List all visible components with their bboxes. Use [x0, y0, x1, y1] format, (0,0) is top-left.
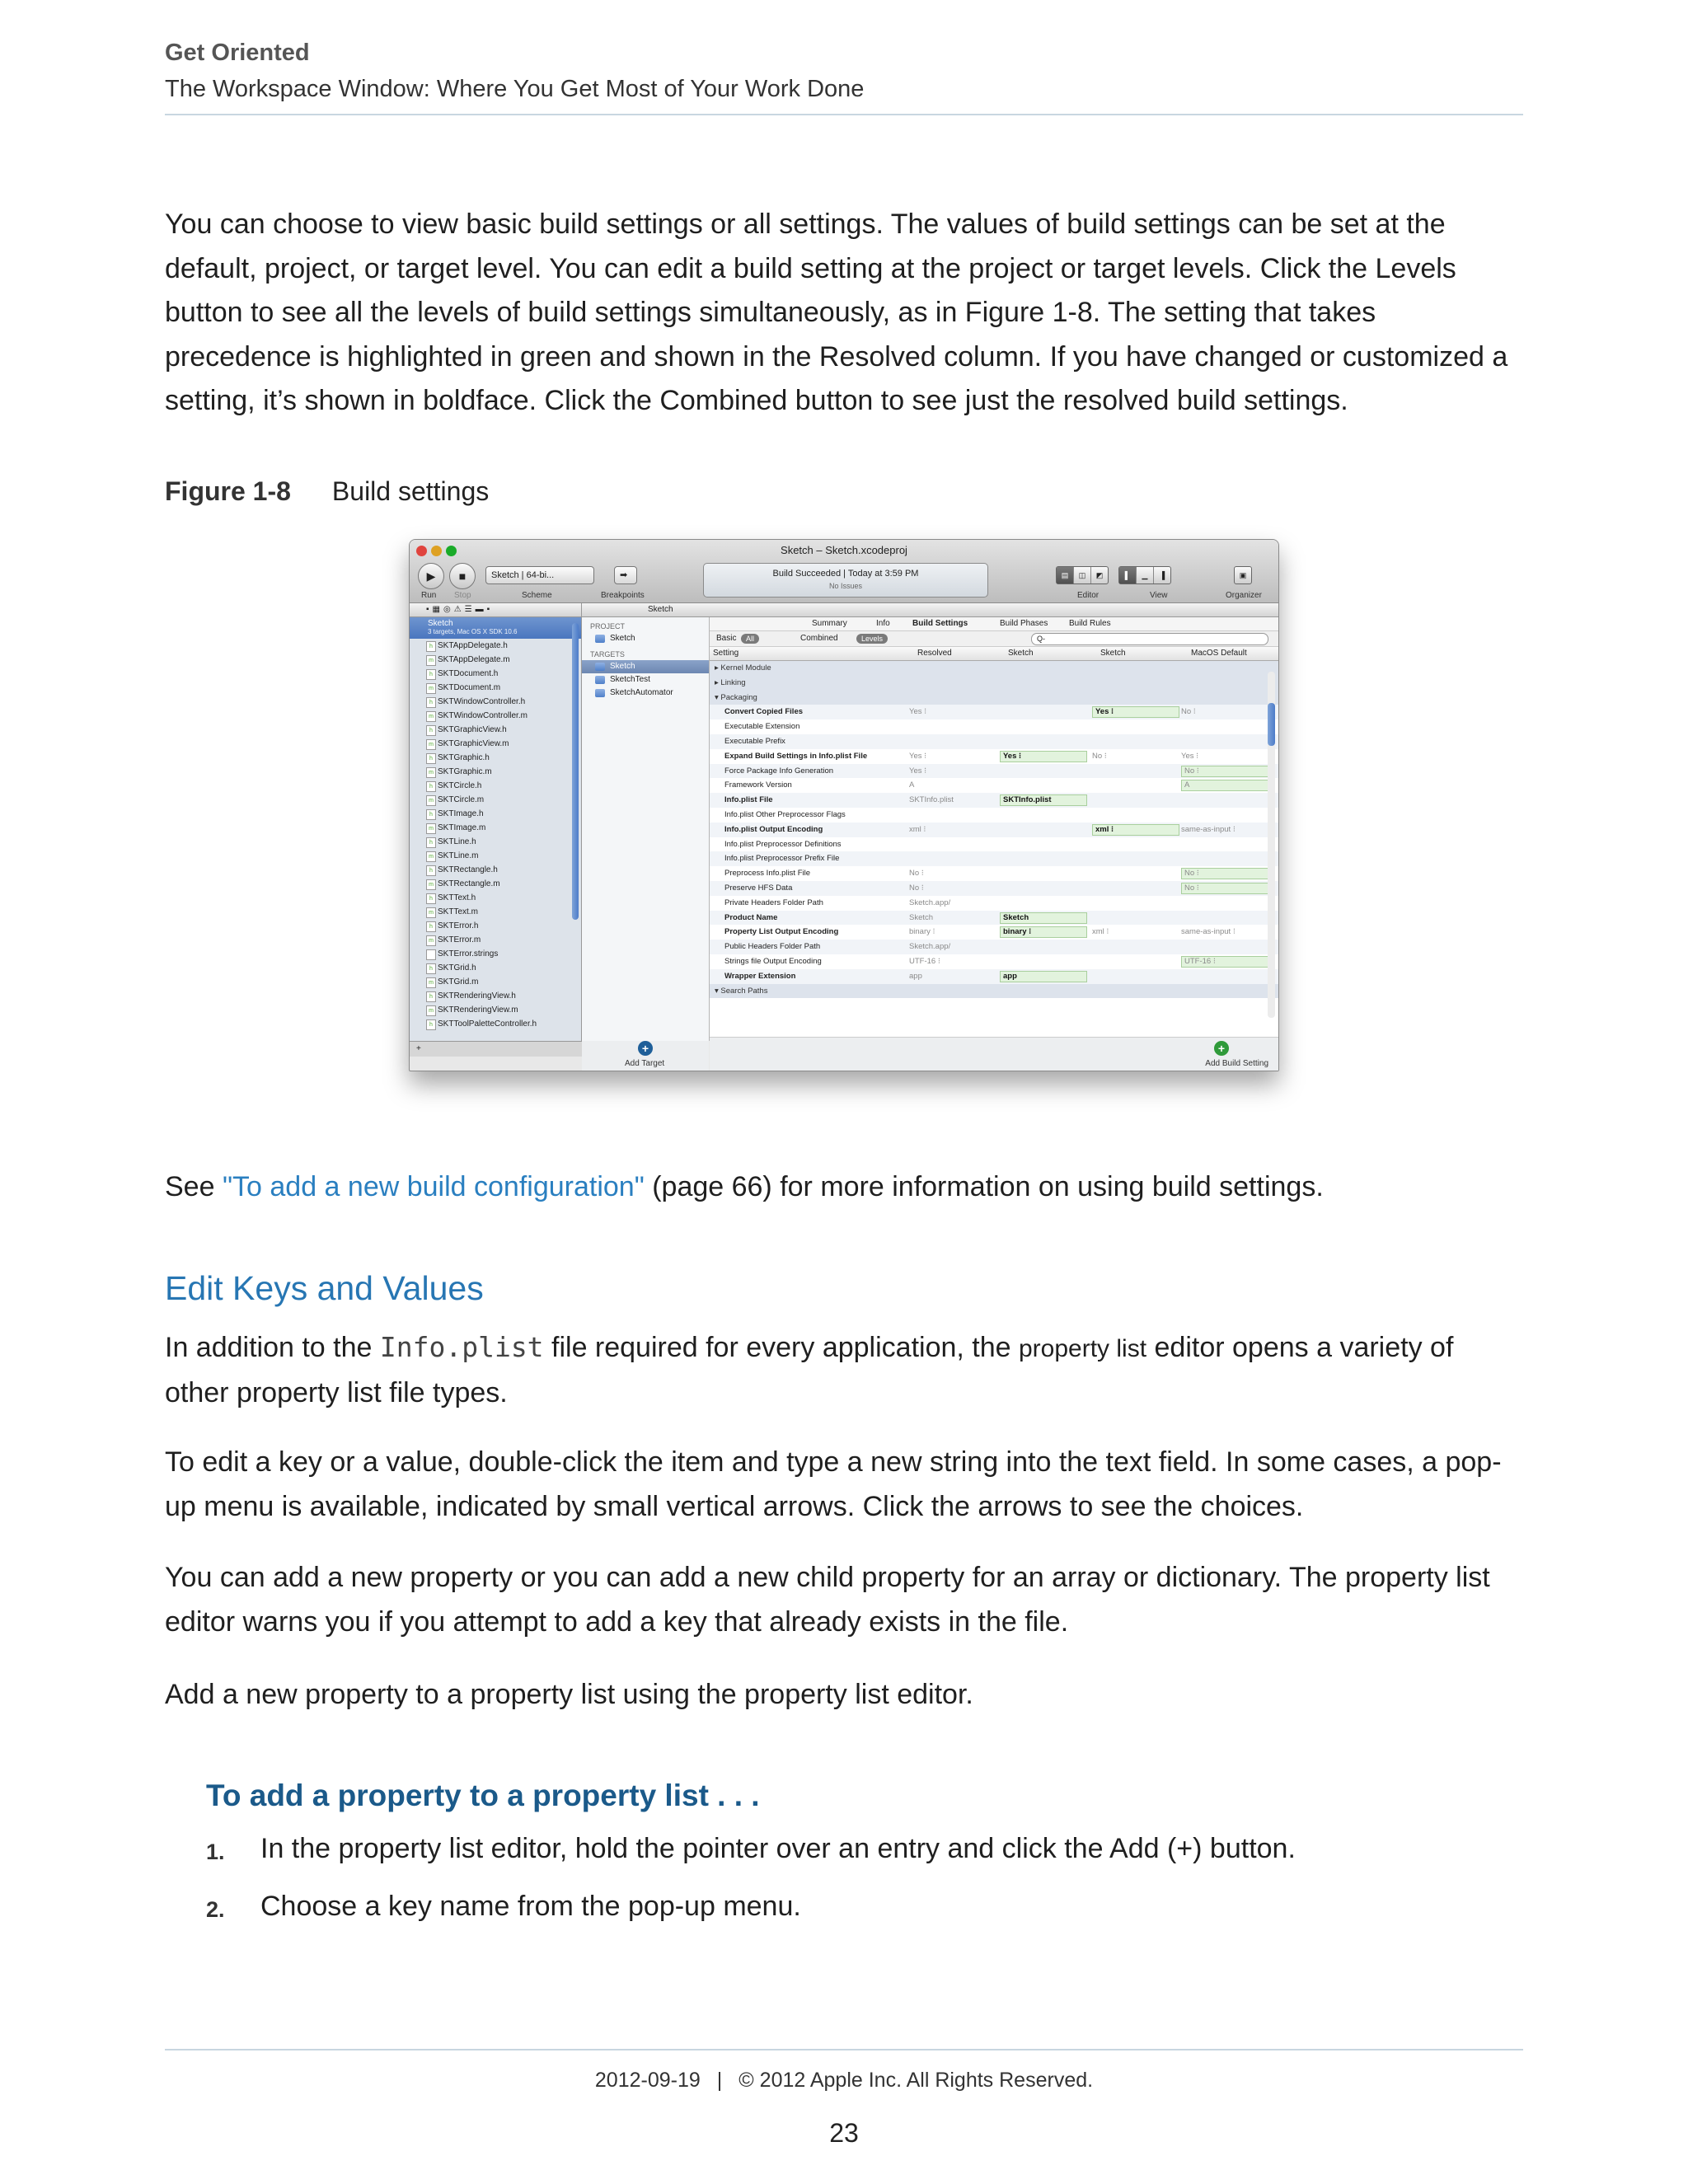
settings-row[interactable]: [710, 705, 1278, 719]
project-root-item[interactable]: [410, 617, 581, 639]
setting-name: Info.plist Preprocessor Prefix File: [724, 854, 840, 864]
navigator-file-item[interactable]: [410, 709, 581, 723]
header-file-icon: h: [426, 669, 436, 680]
file-name: SKTText.m: [438, 907, 478, 916]
jump-bar-project[interactable]: Sketch: [648, 605, 673, 614]
settings-row[interactable]: [710, 911, 1278, 926]
navigator-file-item[interactable]: [410, 667, 581, 681]
setting-name: Info.plist File: [724, 795, 773, 805]
all-filter-button[interactable]: All: [741, 634, 759, 644]
running-header-category: Get Oriented: [165, 40, 310, 66]
add-file-icon[interactable]: +: [416, 1044, 421, 1053]
project-value[interactable]: xml ⁝: [1092, 927, 1109, 937]
project-targets-summary: 3 targets, Mac OS X SDK 10.6: [428, 628, 518, 635]
settings-search-field[interactable]: Q-: [1031, 633, 1268, 645]
property-list-term: property list: [1019, 1335, 1147, 1362]
step-text: In the property list editor, hold the pointer over an entry and click the Add (+) button.: [260, 1833, 1296, 1864]
setting-name: Framework Version: [724, 780, 792, 790]
navigator-file-item[interactable]: [410, 695, 581, 709]
navigator-file-item[interactable]: [410, 723, 581, 737]
project-value[interactable]: xml ⁝: [1092, 824, 1179, 836]
file-name: SKTAppDelegate.m: [438, 655, 510, 664]
project-value[interactable]: No ⁝: [1092, 751, 1107, 761]
default-value[interactable]: No ⁝: [1181, 883, 1268, 894]
project-item[interactable]: Sketch: [582, 632, 709, 645]
target-value[interactable]: SKTInfo.plist: [1000, 794, 1087, 806]
organizer-label: Organizer: [1226, 591, 1262, 600]
default-value[interactable]: UTF-16 ⁝: [1181, 956, 1268, 968]
source-file-icon: m: [426, 683, 436, 694]
source-file-icon: m: [426, 711, 436, 722]
issues-status: No Issues: [828, 582, 863, 590]
resolved-value[interactable]: Sketch.app/: [909, 942, 951, 952]
run-button[interactable]: [418, 563, 444, 589]
project-value[interactable]: Yes ⁝: [1092, 706, 1179, 718]
add-target-button[interactable]: +: [638, 1041, 653, 1056]
build-configuration-link[interactable]: "To add a new build configuration": [222, 1171, 645, 1202]
settings-row[interactable]: [710, 837, 1278, 852]
target-item[interactable]: SketchAutomator: [582, 687, 709, 700]
figure-label: Figure 1-8: [165, 476, 291, 506]
settings-row[interactable]: [710, 764, 1278, 779]
setting-name: ▸ Kernel Module: [715, 663, 771, 673]
column-setting[interactable]: Setting: [713, 649, 739, 658]
settings-row[interactable]: [710, 866, 1278, 881]
setting-name: Force Package Info Generation: [724, 766, 834, 776]
intro-paragraph: You can choose to view basic build settings or all settings. The values of build settings can be set at the default, project, or target level. You can edit a build setting at the project or target levels. Click the Levels button to see all the levels of build settings simultaneously, as in Figure 1-8. The setting that takes precedence is highlighted in green and shown in the Resolved column. If you have changed or customized a setting, it’s shown in boldface. Click the Combined button to see just the resolved build settings.: [165, 209, 1508, 416]
info-plist-code: Info.plist: [379, 1331, 544, 1363]
settings-group-row[interactable]: [710, 661, 1278, 676]
jump-bar[interactable]: [582, 603, 1278, 617]
running-header-title: The Workspace Window: Where You Get Most of Your Work Done: [165, 76, 865, 102]
resolved-value[interactable]: Sketch: [909, 912, 934, 922]
project-target-list: [582, 617, 710, 1041]
levels-filter-button[interactable]: Levels: [856, 634, 888, 644]
window-title: Sketch – Sketch.xcodeproj: [781, 544, 907, 556]
settings-row[interactable]: [710, 940, 1278, 954]
file-name: SKTGraphicView.h: [438, 725, 507, 734]
resolved-value[interactable]: SKTInfo.plist: [909, 795, 954, 805]
navigator-file-item[interactable]: [410, 737, 581, 751]
figure-title: Build settings: [331, 476, 490, 506]
editor-bottom-bar: [710, 1037, 1278, 1071]
header-file-icon: h: [426, 753, 436, 764]
settings-row[interactable]: [710, 925, 1278, 940]
footer-separator: |: [716, 2069, 723, 2092]
stop-button[interactable]: [449, 563, 476, 589]
file-name: SKTRectangle.h: [438, 865, 498, 874]
target-item[interactable]: Sketch: [582, 660, 709, 673]
file-name: SKTRenderingView.m: [438, 1005, 518, 1015]
see-also-paragraph: See "To add a new build configuration" (page 66) for more information on using build settings.: [165, 1171, 1324, 1202]
settings-row[interactable]: [710, 734, 1278, 749]
plist-paragraph: In addition to the Info.plist file required for every application, the property list editor opens a variety of other property list file types.: [165, 1331, 1454, 1408]
settings-scrollbar[interactable]: [1268, 672, 1275, 1018]
file-name: SKTError.m: [438, 935, 481, 944]
edit-key-paragraph: To edit a key or a value, double-click the item and type a new string into the text field. In some cases, a pop-up menu is available, indicated by small vertical arrows. Click the arrows to see the choices.: [165, 1446, 1502, 1522]
default-value[interactable]: No ⁝: [1181, 868, 1268, 879]
organizer-button[interactable]: [1234, 566, 1252, 584]
settings-column-headers: [710, 647, 1278, 661]
target-value[interactable]: binary ⁝: [1000, 926, 1087, 938]
header-file-icon: h: [426, 809, 436, 820]
default-value[interactable]: No ⁝: [1181, 707, 1196, 717]
page-footer: [0, 2069, 1688, 2093]
header-file-icon: h: [426, 991, 436, 1002]
add-build-setting-button[interactable]: +: [1214, 1041, 1229, 1056]
settings-group-row[interactable]: [710, 676, 1278, 691]
run-label: Run: [421, 591, 437, 600]
file-name: SKTImage.m: [438, 823, 486, 832]
build-status: Build Succeeded | Today at 3:59 PM: [772, 569, 919, 579]
automator-target-icon: [595, 689, 605, 697]
resolved-value[interactable]: No ⁝: [909, 869, 924, 879]
navigator-file-item[interactable]: [410, 821, 581, 835]
setting-name: Product Name: [724, 912, 778, 922]
file-name: SKTImage.h: [438, 809, 484, 818]
setting-name: Expand Build Settings in Info.plist File: [724, 751, 868, 761]
header-file-icon: h: [426, 963, 436, 974]
source-file-icon: m: [426, 851, 436, 862]
project-navigator: [410, 603, 582, 1057]
resolved-value[interactable]: A: [909, 780, 915, 790]
project-file-icon: [595, 635, 605, 643]
scrollbar-thumb[interactable]: [1268, 703, 1275, 746]
settings-row[interactable]: [710, 808, 1278, 823]
add-target-area: [582, 1041, 709, 1071]
targets-section-label: TARGETS: [590, 650, 625, 658]
resolved-value[interactable]: xml ⁝: [909, 824, 926, 834]
source-file-icon: m: [426, 767, 436, 778]
strings-file-icon: [426, 949, 436, 960]
setting-name: Info.plist Other Preprocessor Flags: [724, 809, 846, 819]
file-list: [410, 639, 581, 1031]
resolved-value[interactable]: binary ⁝: [909, 927, 935, 937]
header-file-icon: h: [426, 837, 436, 848]
page-number: 23: [829, 2118, 859, 2148]
target-item[interactable]: SketchTest: [582, 673, 709, 687]
settings-row[interactable]: [710, 778, 1278, 793]
source-file-icon: m: [426, 977, 436, 988]
settings-row[interactable]: [710, 896, 1278, 911]
source-file-icon: m: [426, 823, 436, 834]
tab-build-rules[interactable]: Build Rules: [1069, 619, 1111, 628]
settings-row[interactable]: [710, 851, 1278, 866]
source-file-icon: m: [426, 655, 436, 666]
navigator-file-item[interactable]: [410, 765, 581, 779]
setting-name: Public Headers Folder Path: [724, 942, 821, 952]
footer-date: 2012-09-19: [594, 2069, 701, 2092]
settings-row[interactable]: [710, 749, 1278, 764]
navigator-file-item[interactable]: [410, 877, 581, 891]
header-file-icon: h: [426, 921, 436, 932]
window-toolbar: [410, 540, 1278, 603]
navigator-file-item[interactable]: [410, 751, 581, 765]
file-name: SKTRenderingView.h: [438, 991, 516, 1001]
add-build-setting-label: Add Build Setting: [1205, 1059, 1268, 1068]
view-label: View: [1150, 591, 1168, 600]
file-name: SKTCircle.m: [438, 795, 485, 804]
file-name: SKTLine.m: [438, 851, 479, 860]
breakpoint-icon: ➡: [620, 570, 628, 580]
source-file-icon: m: [426, 1005, 436, 1016]
header-file-icon: h: [426, 697, 436, 708]
scheme-label: Scheme: [522, 591, 552, 600]
stop-icon: ■: [458, 569, 467, 583]
tab-info[interactable]: Info: [876, 619, 890, 628]
file-name: SKTWindowController.h: [438, 697, 526, 706]
target-value[interactable]: Sketch: [1000, 912, 1087, 924]
navigator-selector-bar[interactable]: [410, 603, 581, 617]
setting-name: Private Headers Folder Path: [724, 898, 823, 907]
add-new-property-paragraph: Add a new property to a property list using the property list editor.: [165, 1679, 973, 1710]
resolved-value[interactable]: Yes ⁝: [909, 766, 927, 776]
resolved-value[interactable]: No ⁝: [909, 883, 924, 893]
file-name: SKTGraphic.m: [438, 767, 492, 776]
navigator-file-item[interactable]: [410, 653, 581, 667]
settings-row[interactable]: [710, 969, 1278, 984]
navigator-file-item[interactable]: [410, 639, 581, 653]
debug-toggle-icon[interactable]: ▁: [1137, 567, 1154, 583]
version-editor-icon[interactable]: ◩: [1095, 571, 1104, 579]
breakpoints-button[interactable]: [614, 566, 637, 584]
source-file-icon: m: [426, 739, 436, 750]
header-divider: [165, 114, 1523, 115]
navigator-file-item[interactable]: [410, 947, 581, 961]
tab-build-phases[interactable]: Build Phases: [1000, 619, 1048, 628]
app-target-icon: [595, 663, 605, 671]
setting-name: Wrapper Extension: [724, 971, 796, 981]
footer-divider: [165, 2049, 1523, 2050]
header-file-icon: h: [426, 725, 436, 736]
setting-name: Preprocess Info.plist File: [724, 869, 811, 879]
source-file-icon: m: [426, 879, 436, 890]
navigator-filter-bar[interactable]: [410, 1041, 588, 1057]
setting-name: Executable Extension: [724, 722, 800, 732]
source-file-icon: m: [426, 935, 436, 946]
resolved-value[interactable]: Yes ⁝: [909, 707, 927, 717]
breakpoints-label: Breakpoints: [601, 591, 645, 600]
file-name: SKTGraphicView.m: [438, 739, 509, 748]
organizer-icon[interactable]: ▣: [1239, 571, 1247, 579]
xcode-window-screenshot: [409, 539, 1279, 1071]
setting-name: Convert Copied Files: [724, 707, 804, 717]
setting-name: Executable Prefix: [724, 736, 785, 746]
standard-editor-icon[interactable]: ▤: [1057, 567, 1074, 583]
navigator-file-item[interactable]: [410, 779, 581, 793]
add-property-paragraph: You can add a new property or you can add a new child property for an array or dictionary. The property list editor warns you if you attempt to add a key that already exists in the file.: [165, 1562, 1490, 1638]
navigator-file-item[interactable]: [410, 1003, 581, 1017]
header-file-icon: h: [426, 781, 436, 792]
navigator-file-item[interactable]: [410, 905, 581, 919]
file-name: SKTGrid.m: [438, 977, 479, 987]
settings-group-row[interactable]: [710, 984, 1278, 999]
project-name: Sketch: [428, 619, 453, 628]
setting-name: Info.plist Output Encoding: [724, 824, 823, 834]
setting-name: Preserve HFS Data: [724, 883, 793, 893]
navigator-file-item[interactable]: [410, 863, 581, 877]
figure-caption: [165, 476, 489, 507]
default-value[interactable]: A: [1181, 780, 1268, 791]
utilities-toggle-icon[interactable]: ▐: [1159, 571, 1165, 579]
file-name: SKTLine.h: [438, 837, 476, 846]
default-value[interactable]: Yes ⁝: [1181, 751, 1199, 761]
project-section-label: PROJECT: [590, 622, 626, 630]
file-name: SKTDocument.m: [438, 683, 501, 692]
test-target-icon: [595, 676, 605, 684]
setting-name: ▸ Linking: [715, 677, 746, 687]
header-file-icon: h: [426, 893, 436, 904]
default-value[interactable]: same-as-input ⁝: [1181, 824, 1236, 834]
default-value[interactable]: same-as-input ⁝: [1181, 927, 1236, 937]
build-settings-editor: [710, 617, 1278, 1071]
header-file-icon: h: [426, 641, 436, 652]
setting-name: ▾ Search Paths: [715, 986, 768, 996]
navigator-file-item[interactable]: [410, 961, 581, 975]
file-name: SKTCircle.h: [438, 781, 482, 790]
navigator-tabs-icon[interactable]: ▪▦◎⚠☰▬▪: [426, 605, 494, 614]
editor-tabs: [710, 617, 1278, 631]
navigator-file-item[interactable]: [410, 807, 581, 821]
navigator-file-item[interactable]: [410, 933, 581, 947]
navigator-file-item[interactable]: [410, 989, 581, 1003]
setting-name: Info.plist Preprocessor Definitions: [724, 839, 842, 849]
footer-copyright: © 2012 Apple Inc. All Rights Reserved.: [738, 2069, 1094, 2092]
navigator-file-item[interactable]: [410, 849, 581, 863]
navigator-file-item[interactable]: [410, 919, 581, 933]
file-name: SKTToolPaletteController.h: [438, 1019, 537, 1029]
resolved-value[interactable]: app: [909, 971, 922, 981]
file-name: SKTRectangle.m: [438, 879, 500, 888]
header-file-icon: h: [426, 1019, 436, 1030]
column-target-sketch[interactable]: Sketch: [1008, 649, 1034, 658]
file-name: SKTWindowController.m: [438, 711, 528, 720]
column-macos-default[interactable]: MacOS Default: [1191, 649, 1247, 658]
source-file-icon: m: [426, 795, 436, 806]
file-name: SKTDocument.h: [438, 669, 499, 678]
resolved-value[interactable]: UTF-16 ⁝: [909, 956, 940, 966]
setting-name: Strings file Output Encoding: [724, 956, 822, 966]
navigator-file-item[interactable]: [410, 835, 581, 849]
play-icon: ▶: [426, 569, 436, 583]
setting-name: ▾ Packaging: [715, 692, 757, 702]
navigator-file-item[interactable]: [410, 891, 581, 905]
task-heading: To add a property to a property list . . .: [206, 1779, 760, 1812]
navigator-file-item[interactable]: [410, 1017, 581, 1031]
step-text: Choose a key name from the pop-up menu.: [260, 1891, 801, 1922]
settings-row[interactable]: [710, 881, 1278, 896]
editor-label: Editor: [1077, 591, 1100, 600]
resolved-value[interactable]: Sketch.app/: [909, 898, 951, 907]
tab-summary[interactable]: Summary: [812, 619, 847, 628]
add-target-label: Add Target: [625, 1059, 665, 1068]
file-name: SKTError.h: [438, 921, 479, 930]
settings-filter-bar: [710, 631, 1278, 647]
settings-row[interactable]: [710, 793, 1278, 808]
combined-filter-button[interactable]: Combined: [800, 634, 838, 643]
navigator-file-item[interactable]: [410, 975, 581, 989]
navigator-file-item[interactable]: [410, 681, 581, 695]
settings-row[interactable]: [710, 823, 1278, 837]
settings-row[interactable]: [710, 719, 1278, 734]
file-name: SKTAppDelegate.h: [438, 641, 508, 650]
column-project-sketch[interactable]: Sketch: [1100, 649, 1126, 658]
file-name: SKTGraphic.h: [438, 753, 490, 762]
default-value[interactable]: No ⁝: [1181, 766, 1268, 777]
file-name: SKTGrid.h: [438, 963, 476, 972]
navigator-toggle-icon[interactable]: ▌: [1119, 567, 1137, 583]
basic-filter-button[interactable]: Basic: [716, 634, 737, 643]
settings-group-row[interactable]: [710, 691, 1278, 705]
editor-segment[interactable]: [1056, 566, 1109, 584]
setting-name: Property List Output Encoding: [724, 927, 839, 937]
column-resolved[interactable]: Resolved: [917, 649, 952, 658]
activity-viewer: [703, 563, 988, 598]
target-value[interactable]: Yes ⁝: [1000, 751, 1087, 762]
scheme-popup[interactable]: Sketch | 64-bi...: [485, 566, 594, 584]
navigator-scrollbar[interactable]: [572, 623, 579, 920]
stop-label: Stop: [454, 591, 471, 600]
target-value[interactable]: app: [1000, 971, 1087, 982]
settings-row[interactable]: [710, 954, 1278, 969]
file-name: SKTText.h: [438, 893, 476, 902]
navigator-file-item[interactable]: [410, 793, 581, 807]
resolved-value[interactable]: Yes ⁝: [909, 751, 927, 761]
source-file-icon: m: [426, 907, 436, 918]
settings-grid: [710, 661, 1278, 998]
assistant-editor-icon[interactable]: ◫: [1074, 567, 1091, 583]
view-segment[interactable]: [1118, 566, 1171, 584]
step-number: 1.: [206, 1840, 225, 1864]
tab-build-settings[interactable]: Build Settings: [912, 619, 968, 628]
section-heading: Edit Keys and Values: [165, 1269, 484, 1307]
file-name: SKTError.strings: [438, 949, 499, 958]
step-number: 2.: [206, 1897, 225, 1922]
header-file-icon: h: [426, 865, 436, 876]
